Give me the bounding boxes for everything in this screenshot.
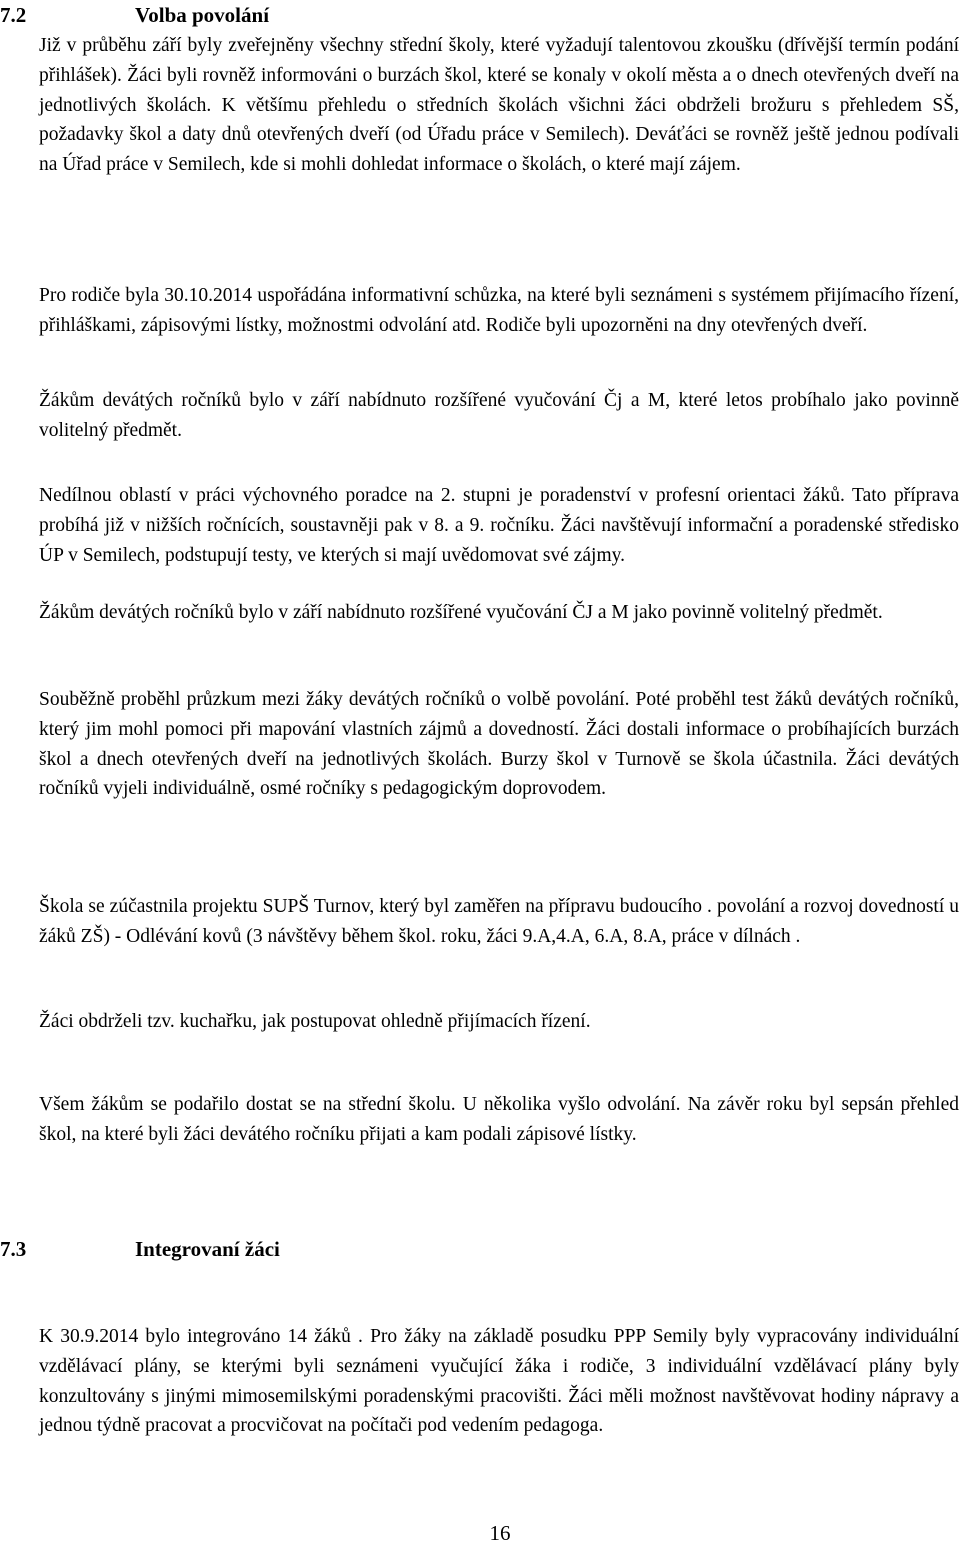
section-number: 7.2: [0, 3, 27, 27]
paragraph-integrated-pupils: K 30.9.2014 bylo integrováno 14 žáků . Pro žáky na základě posudku PPP Semily byly vypracovány individuální vzdělávací plány, se kterými byli seznámeni vyučující žáka i rodiče, 3 individuální vzdělávací plány byly konzultovány s jinými mimosemilskými poradenskými pracovišti. Žáci měli možnost navštěvovat hodiny nápravy a jednou týdně pracovat a procvičovat na počítači pod vedením pedagoga.: [39, 1326, 959, 1437]
paragraph-admission-results: Všem žákům se podařilo dostat se na střední školu. U několika vyšlo odvolání. Na závěr roku byl sepsán přehled škol, na které byli žáci devátého ročníku přijati a kam podali zápisové lístky.: [39, 1094, 959, 1145]
section-title: Volba povolání: [135, 3, 270, 27]
section-number: 7.3: [0, 1237, 27, 1261]
section-title: Integrovaní žáci: [135, 1237, 280, 1261]
paragraph-supš-project: Škola se zúčastnila projektu SUPŠ Turnov, který byl zaměřen na přípravu budoucího . povolání a rozvoj dovedností u žáků ZŠ) - Odlévání kovů (3 návštěvy během škol. roku, žáci 9.A,4.A, 6.A, 8.A, práce v dílnách .: [39, 896, 959, 947]
section-heading-7-3: [0, 1234, 280, 1264]
section-heading-7-2: [0, 0, 269, 30]
page-number: 16: [489, 1521, 511, 1545]
paragraph-brochure-info: Již v průběhu září byly zveřejněny všechny střední školy, které vyžadují talentovou zkoušku (dřívější termín podání přihlášek). Žáci byli rovněž informováni o burzách škol, které se konaly v okolí města a o dnech otevřených dveří na jednotlivých školách. K většímu přehledu o středních školách všichni žáci obdrželi brožuru s přehledem SŠ, požadavky škol a daty dnů otevřených dveří (od Úřadu práce v Semilech). Deváťáci se rovněž ještě jednou podívali na Úřad práce v Semilech, kde si mohli dohledat informace o školách, o které mají zájem.: [39, 35, 959, 176]
paragraph-extended-teaching: Žákům devátých ročníků bylo v září nabídnuto rozšířené vyučování Čj a M, které letos probíhalo jako povinně volitelný předmět.: [39, 390, 959, 441]
paragraph-career-counseling: Nedílnou oblastí v práci výchovného poradce na 2. stupni je poradenství v profesní orientaci žáků. Tato příprava probíhá již v nižších ročnících, soustavněji pak v 8. a 9. ročníku. Žáci navštěvují informační a poradenské středisko ÚP v Semilech, podstupují testy, ve kterých si mají uvědomovat své zájmy.: [39, 485, 959, 566]
paragraph-survey: Souběžně proběhl průzkum mezi žáky devátých ročníků o volbě povolání. Poté proběhl test žáků devátých ročníků, který jim mohl pomoci při mapování vlastních zájmů a dovedností. Žáci dostali informace o probíhajících burzách škol a dnech otevřených dveří na jednotlivých školách. Burzy škol v Turnově se škola účastnila. Žáci devátých ročníků vyjeli individuálně, osmé ročníky s pedagogickým doprovodem.: [39, 689, 959, 800]
paragraph-parents-meeting: Pro rodiče byla 30.10.2014 uspořádána informativní schůzka, na které byli seznámeni s systémem přijímacího řízení, přihláškami, zápisovými lístky, možnostmi odvolání atd. Rodiče byli upozorněni na dny otevřených dveří.: [39, 285, 959, 336]
paragraph-elective-subject: Žákům devátých ročníků bylo v září nabídnuto rozšířené vyučování ČJ a M jako povinně volitelný předmět.: [39, 602, 883, 623]
paragraph-cookbook: Žáci obdrželi tzv. kuchařku, jak postupovat ohledně přijímacích řízení.: [39, 1011, 591, 1032]
